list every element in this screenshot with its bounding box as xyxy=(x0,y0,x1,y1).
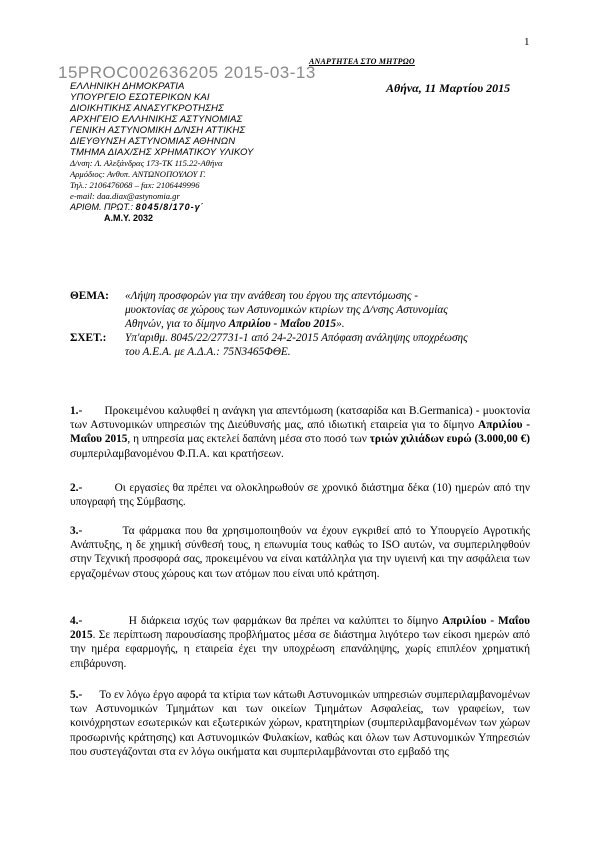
paragraph-text: Τα φάρμακα που θα χρησιμοποιηθούν να έχουν εγκριθεί από το Υπουργείο Αγροτικής Ανάπτυξης, η δε χημική σύνθεσή τους, η επωνυμία τους καθώς το ISO αυτών, να συμπεριληφθούν στην Τεχνική προσφορά σας, προκειμένου να είναι κατάλληλα για την υγιεινή και την ασφάλεια των εργαζομένων στους χώρους και των ατόμων που είναι υπό κράτηση. xyxy=(70,525,530,580)
header-line: ΔΙΕΥΘΥΝΣΗ ΑΣΤΥΝΟΜΙΑΣ ΑΘΗΝΩΝ xyxy=(70,136,236,147)
header-line: ΤΜΗΜΑ ΔΙΑΧ/ΣΗΣ ΧΡΗΜΑΤΙΚΟΥ ΥΛΙΚΟΥ xyxy=(70,147,254,158)
amy-number: Α.Μ.Υ. 2032 xyxy=(104,213,154,223)
paragraph-text: Προκειμένου καλυφθεί η ανάγκη για απεντόμωση (κατσαρίδα και B.Germanica) - μυοκτονία των Αστυνομικών υπηρεσιών της Διεύθυνσής μας, από ιδιωτική εταιρεία για το δίμηνο xyxy=(70,405,530,432)
subject-block xyxy=(70,289,530,359)
paragraph-text: Το εν λόγω έργο αφορά τα κτίρια των κάτωθι Αστυνομικών υπηρεσιών συμπεριλαμβανομένων των Αστυνομικών Τμημάτων και των οικείων Τμημάτων Ασφαλείας, των γραφείων, των κοινόχρηστων εσωτερικών και εξωτερικών χώρων, κρατητηρίων (συμπεριλαμβανομένων των χώρων προσωρινής κράτησης) και Αστυνομικών Φυλακίων, καθώς και όλων των Αστυνομικών Υπηρεσιών που συστεγάζονται στα εν λόγω οικήματα και συμπεριλαμβάνονται στο εμβαδό της xyxy=(70,689,531,758)
subject-text: «Λήψη προσφορών για την ανάθεση του έργου της απεντόμωσης - xyxy=(125,290,419,302)
paragraph-emphasis: Απριλίου - Μαΐου 2015 xyxy=(70,615,530,642)
paragraph-number: 1.- xyxy=(70,405,83,417)
protocol-reference xyxy=(70,202,370,213)
paragraph-number: 5.- xyxy=(70,689,83,701)
header-line: ΔΙΟΙΚΗΤΙΚΗΣ ΑΝΑΣΥΓΚΡΟΤΗΣΗΣ xyxy=(70,103,224,114)
paragraph-number: 2.- xyxy=(70,482,83,494)
paragraph-text: . Σε περίπτωση παρουσίασης προβλήματος μέσα σε διάστημα λιγότερο των είκοσι ημερών από την ημέρα εφαρμογής, η εταιρεία έχει την υποχρέωση επανάληψης, χωρίς επιπλέον χρηματική επιβάρυνση. xyxy=(70,629,530,670)
protocol-label: ΑΡΙΘΜ. ΠΡΩΤ.: xyxy=(70,202,134,212)
subject-label: ΘΕΜΑ: xyxy=(70,290,109,302)
paragraph-text: συμπεριλαμβανομένου Φ.Π.Α. και κρατήσεων. xyxy=(70,447,284,460)
paragraph-5 xyxy=(70,688,530,759)
header-line: ΕΛΛΗΝΙΚΗ ΔΗΜΟΚΡΑΤΙΑ xyxy=(70,81,185,92)
header-phone-fax: Τηλ.: 2106476068 – fax: 2106449996 xyxy=(70,180,200,190)
subject-text: μυοκτονίας σε χώρους των Αστυνομικών κτιρίων της Δ/νσης Αστυνομίας xyxy=(125,304,448,316)
related-text: του Α.Ε.Α. με Α.Δ.Α.: 75Ν3465ΦΘΕ. xyxy=(125,346,291,358)
header-line: ΥΠΟΥΡΓΕΙΟ ΕΣΩΤΕΡΙΚΩΝ ΚΑΙ xyxy=(70,92,210,103)
paragraph-2 xyxy=(70,481,530,509)
letterhead xyxy=(70,81,370,224)
protocol-number: 8045/8/170-γ΄ xyxy=(135,202,205,212)
header-line: ΑΡΧΗΓΕΙΟ ΕΛΛΗΝΙΚΗΣ ΑΣΤΥΝΟΜΙΑΣ xyxy=(70,114,243,125)
header-email: e-mail: daa.diax@astynomia.gr xyxy=(70,191,180,201)
header-address: Δ/νση: Λ. Αλεξάνδρας 173-ΤΚ 115.22-Αθήνα xyxy=(70,158,223,168)
date-line: Αθήνα, 11 Μαρτίου 2015 xyxy=(386,81,511,95)
header-responsible: Αρμόδιος: Ανθυπ. ΑΝΤΩΝΟΠΟΥΛΟΥ Γ. xyxy=(70,169,206,179)
posting-notice: ΑΝΑΡΤΗΤΕΑ ΣΤΟ ΜΗΤΡΩΟ xyxy=(309,57,415,66)
related-text: Υπ'αριθμ. 8045/22/27731-1 από 24-2-2015 Απόφαση ανάληψης υποχρέωσης xyxy=(125,332,468,344)
paragraph-number: 4.- xyxy=(70,615,83,627)
paragraph-4 xyxy=(70,614,530,671)
paragraph-1 xyxy=(70,404,530,461)
subject-text: Αθηνών, για το δίμηνο xyxy=(125,318,226,330)
related-label: ΣΧΕΤ.: xyxy=(70,332,107,344)
subject-text: ». xyxy=(336,318,345,330)
paragraph-text: Η διάρκεια ισχύς των φαρμάκων θα πρέπει να καλύπτει το δίμηνο xyxy=(128,615,439,627)
subject-period: Απριλίου - Μαΐου 2015 xyxy=(228,318,337,330)
paragraph-emphasis: Απριλίου - Μαΐου 2015 xyxy=(70,419,531,446)
paragraph-3 xyxy=(70,524,530,581)
header-line: ΓΕΝΙΚΗ ΑΣΤΥΝΟΜΙΚΗ Δ/ΝΣΗ ΑΤΤΙΚΗΣ xyxy=(70,125,246,136)
paragraph-number: 3.- xyxy=(70,525,83,537)
paragraph-emphasis: τριών χιλιάδων ευρώ (3.000,00 €) xyxy=(369,433,531,446)
protocol-watermark: 15PROC002636205 2015-03-13 xyxy=(58,63,316,82)
paragraph-text: Οι εργασίες θα πρέπει να ολοκληρωθούν σε χρονικό διάστημα δέκα (10) ημερών από την υπογραφή της Σύμβασης. xyxy=(70,482,530,509)
page-number: 1 xyxy=(524,36,530,48)
paragraph-text: , η υπηρεσία μας εκτελεί δαπάνη μέσα στο ποσό των xyxy=(127,433,367,446)
